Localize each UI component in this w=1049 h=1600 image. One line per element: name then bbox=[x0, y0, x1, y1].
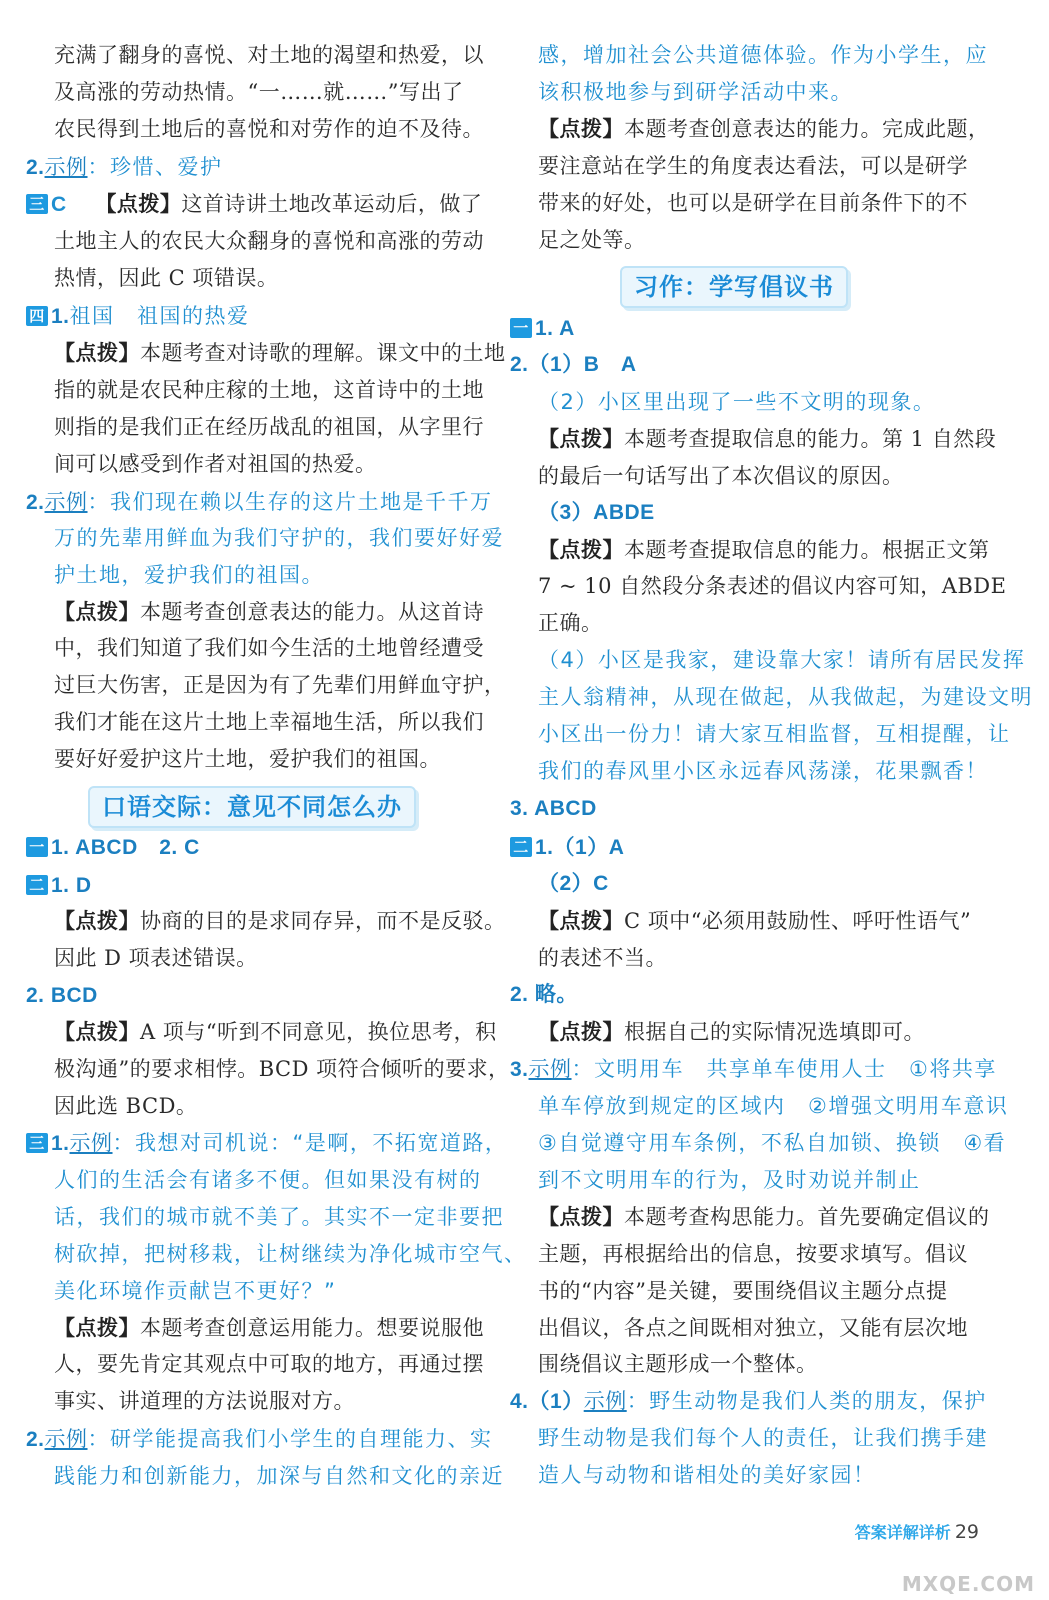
answer-line: 二 1. D bbox=[26, 870, 92, 901]
text-line: 出倡议，各点之间既相对独立，又能有层次地 bbox=[538, 1316, 968, 1340]
text-line: 书的“内容”是关键，要围绕倡议主题分点提 bbox=[538, 1279, 948, 1303]
answer-line: 造人与动物和谐相处的美好家园！ bbox=[538, 1463, 876, 1487]
answer-line: 2. BCD bbox=[26, 984, 98, 1007]
answer-line: 主人翁精神，从现在做起，从我做起，为建设文明 bbox=[538, 685, 1033, 709]
text-line: 过巨大伤害，正是因为有了先辈们用鲜血守护， bbox=[54, 673, 506, 697]
hint-line: 【点拨】本题考查提取信息的能力。根据正文第 bbox=[538, 537, 990, 562]
answer-line: 野生动物是我们每个人的责任，让我们携手建 bbox=[538, 1426, 988, 1450]
page-footer bbox=[855, 1520, 979, 1543]
text-line: 人，要先肯定其观点中可取的地方，再通过摆 bbox=[54, 1352, 484, 1376]
hint-label: 【点拨】 bbox=[95, 191, 182, 216]
text-line: 中，我们知道了我们如今生活的土地曾经遭受 bbox=[54, 636, 484, 660]
text-line: 极沟通”的要求相悖。BCD 项符合倾听的要求， bbox=[54, 1057, 510, 1081]
text-line: 7 ~ 10 自然段分条表述的倡议内容可知，ABDE bbox=[538, 574, 1007, 598]
answer-line: （2）C bbox=[538, 872, 609, 895]
hint-line: 【点拨】A 项与“听到不同意见，换位思考，积 bbox=[54, 1019, 497, 1044]
answer-line: 树砍掉，把树移栽，让树继续为净化城市空气、 bbox=[54, 1242, 527, 1266]
section-title: 习作：学写倡议书 bbox=[620, 266, 848, 308]
section-marker: 二 bbox=[510, 837, 532, 857]
hint-line: 【点拨】协商的目的是求同存异，而不是反驳。 bbox=[54, 908, 506, 933]
answer-line: 3.示例：文明用车 共享单车使用人士 ①将共享 bbox=[510, 1057, 997, 1081]
answer-line: 到不文明用车的行为，及时劝说并制止 bbox=[538, 1168, 921, 1192]
hint-line: 【点拨】本题考查创意表达的能力。完成此题， bbox=[538, 116, 990, 141]
answer-line: 三 C 【点拨】这首诗讲土地改革运动后，做了 bbox=[26, 189, 482, 220]
text-line: 围绕倡议主题形成一个整体。 bbox=[538, 1352, 818, 1376]
answer-line: 单车停放到规定的区域内 ②增强文明用车意识 bbox=[538, 1094, 1009, 1118]
answer-line: （2）小区里出现了一些不文明的现象。 bbox=[538, 390, 936, 414]
answer-label: 答案详解详析 bbox=[854, 1523, 951, 1542]
answer-line: 护土地，爱护我们的祖国。 bbox=[54, 563, 324, 587]
section-marker: 四 bbox=[26, 306, 48, 326]
answer-line: 一 1. A bbox=[510, 313, 575, 344]
text-line: 正确。 bbox=[538, 611, 603, 635]
text-line: 的最后一句话写出了本次倡议的原因。 bbox=[538, 464, 904, 488]
hint-line: 【点拨】本题考查创意表达的能力。从这首诗 bbox=[54, 599, 484, 624]
answer-line: 四 1.祖国 祖国的热爱 bbox=[26, 301, 250, 332]
answer-line: 万的先辈用鲜血为我们守护的，我们要好好爱 bbox=[54, 526, 504, 550]
watermark: MXQE.COM bbox=[901, 1572, 1035, 1596]
answer-line: 小区出一份力！请大家互相监督，互相提醒，让 bbox=[538, 722, 1011, 746]
section-marker: 三 bbox=[26, 194, 48, 214]
text-line: 因此 D 项表述错误。 bbox=[54, 946, 258, 970]
text-line: 及高涨的劳动热情。“一……就……”写出了 bbox=[54, 80, 464, 104]
page-number: 29 bbox=[954, 1521, 979, 1543]
answer-line: 3. ABCD bbox=[510, 797, 597, 820]
hint-line: 【点拨】本题考查对诗歌的理解。课文中的土地 bbox=[54, 340, 506, 365]
answer-line: 2. 略。 bbox=[510, 983, 578, 1006]
hint-line: 【点拨】C 项中“必须用鼓励性、呼吁性语气” bbox=[538, 908, 972, 933]
section-marker: 二 bbox=[26, 875, 48, 895]
hint-line: 【点拨】根据自己的实际情况选填即可。 bbox=[538, 1019, 925, 1044]
text-line: 土地主人的农民大众翻身的喜悦和高涨的劳动 bbox=[54, 229, 484, 253]
answer-line: 该积极地参与到研学活动中来。 bbox=[538, 80, 853, 104]
section-title: 口语交际：意见不同怎么办 bbox=[88, 786, 416, 828]
answer-line: 感，增加社会公共道德体验。作为小学生，应 bbox=[538, 43, 988, 67]
answer-line: 2.示例：珍惜、爱护 bbox=[26, 155, 223, 179]
answer-line: 4.（1）示例：野生动物是我们人类的朋友，保护 bbox=[510, 1389, 987, 1413]
answer-line: 2.（1）B A bbox=[510, 353, 637, 376]
answer-line: 一 1. ABCD 2. C bbox=[26, 832, 200, 863]
section-marker: 一 bbox=[26, 837, 48, 857]
text-line: 间可以感受到作者对祖国的热爱。 bbox=[54, 452, 377, 476]
answer-line: （4）小区是我家，建设靠大家！请所有居民发挥 bbox=[538, 648, 1026, 672]
text-line: 因此选 BCD。 bbox=[54, 1094, 198, 1118]
hint-line: 【点拨】本题考查构思能力。首先要确定倡议的 bbox=[538, 1204, 990, 1229]
answer-line: 三 1.示例：我想对司机说：“是啊，不拓宽道路， bbox=[26, 1128, 507, 1159]
text-line: 的表述不当。 bbox=[538, 946, 667, 970]
answer-line: 美化环境作贡献岂不更好？” bbox=[54, 1279, 337, 1303]
text-line: 我们才能在这片土地上幸福地生活，所以我们 bbox=[54, 710, 484, 734]
hint-line: 【点拨】本题考查创意运用能力。想要说服他 bbox=[54, 1315, 484, 1340]
answer-line: 2.示例：我们现在赖以生存的这片土地是千千万 bbox=[26, 490, 493, 514]
text-line: 要注意站在学生的角度表达看法，可以是研学 bbox=[538, 154, 968, 178]
text-line: 热情，因此 C 项错误。 bbox=[54, 266, 279, 290]
text-line: 主题，再根据给出的信息，按要求填写。倡议 bbox=[538, 1242, 968, 1266]
answer-line: （3）ABDE bbox=[538, 501, 655, 524]
example-label: 示例 bbox=[44, 155, 88, 179]
answer-line: ③自觉遵守用车条例，不私自加锁、换锁 ④看 bbox=[538, 1131, 1007, 1155]
text-line: 充满了翻身的喜悦、对土地的渴望和热爱，以 bbox=[54, 43, 484, 67]
text-line: 足之处等。 bbox=[538, 228, 646, 252]
text-line: 带来的好处，也可以是研学在目前条件下的不 bbox=[538, 191, 968, 215]
answer-line: 人们的生活会有诸多不便。但如果没有树的 bbox=[54, 1168, 482, 1192]
text-line: 农民得到土地后的喜悦和对劳作的迫不及待。 bbox=[54, 117, 484, 141]
answer-line: 我们的春风里小区永远春风荡漾，花果飘香！ bbox=[538, 759, 988, 783]
text-line: 则指的是我们正在经历战乱的祖国，从字里行 bbox=[54, 415, 484, 439]
text-line: 指的就是农民种庄稼的土地，这首诗中的土地 bbox=[54, 378, 484, 402]
answer-line: 践能力和创新能力，加深与自然和文化的亲近 bbox=[54, 1464, 504, 1488]
text-line: 事实、讲道理的方法说服对方。 bbox=[54, 1389, 355, 1413]
hint-line: 【点拨】本题考查提取信息的能力。第 1 自然段 bbox=[538, 426, 997, 451]
section-marker: 三 bbox=[26, 1133, 48, 1153]
answer-line: 2.示例：研学能提高我们小学生的自理能力、实 bbox=[26, 1427, 493, 1451]
answer-line: 话，我们的城市就不美了。其实不一定非要把 bbox=[54, 1205, 504, 1229]
answer-line: 二 1.（1）A bbox=[510, 832, 624, 863]
section-marker: 一 bbox=[510, 318, 532, 338]
text-line: 要好好爱护这片土地，爱护我们的祖国。 bbox=[54, 747, 441, 771]
